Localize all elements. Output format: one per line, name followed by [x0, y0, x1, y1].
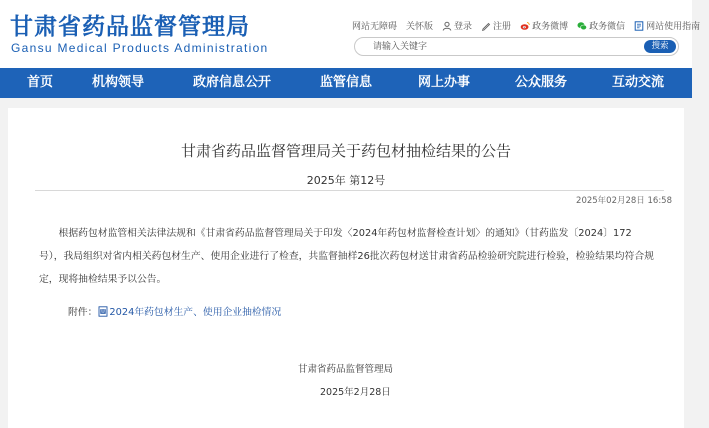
toplink-label: 网站使用指南 [646, 22, 701, 32]
svg-text:W: W [101, 308, 106, 314]
article-body: 根据药包材监管相关法律法规和《甘肃省药品监督管理局关于印发〈2024年药包材监督检查计划〉的通知》（甘药监发〔2024〕172号），我局组织对省内相关药包材生产、使用企业进行了检查，共监督抽样26批次药包材送甘肃省药品检验研究院进行检验，检验结果均符合规定，现将抽检结果予以公告。 [39, 228, 654, 285]
user-icon [442, 21, 452, 31]
file-icon [98, 306, 108, 317]
guide-icon [634, 21, 644, 31]
nav-supervision-info[interactable]: 监管信息 [320, 75, 373, 90]
attachment-row [68, 304, 281, 318]
signer: 甘肃省药品监督管理局 [298, 364, 394, 375]
register-link[interactable] [481, 19, 511, 32]
site-header [0, 0, 701, 68]
nav-interaction[interactable]: 互动交流 [612, 75, 665, 90]
toplink-label: 登录 [454, 22, 473, 32]
document-number: 2025年 第12号 [306, 174, 386, 187]
sign-date: 2025年2月28日 [320, 387, 391, 398]
weibo-link[interactable] [520, 19, 568, 32]
nav-public-services[interactable]: 公众服务 [515, 75, 568, 90]
site-logo-subtitle: Gansu Medical Products Administration [11, 41, 269, 55]
main-nav [0, 68, 692, 98]
weibo-icon [520, 21, 530, 31]
toplink-label: 政务微信 [589, 22, 626, 32]
nav-home[interactable]: 首页 [27, 75, 54, 90]
article-panel [8, 108, 684, 428]
search-button[interactable]: 搜索 [644, 40, 676, 53]
pen-icon [481, 21, 491, 31]
title-divider [35, 190, 664, 191]
attachment-link[interactable]: 2024年药包材生产、使用企业抽检情况 [109, 307, 282, 318]
site-guide-link[interactable] [634, 19, 700, 32]
nav-leadership[interactable]: 机构领导 [92, 75, 145, 90]
care-version-link[interactable] [406, 19, 433, 32]
search-box [354, 37, 679, 56]
site-logo-title[interactable]: 甘肃省药品监督管理局 [10, 14, 250, 40]
attachment-label: 附件： [68, 307, 98, 318]
toplink-label: 政务微博 [532, 22, 569, 32]
nav-gov-info[interactable]: 政府信息公开 [193, 75, 272, 90]
wechat-link[interactable] [577, 19, 625, 32]
toplink-label: 网站无障碍 [352, 22, 398, 32]
accessibility-link[interactable] [352, 19, 397, 32]
wechat-icon [577, 21, 587, 31]
nav-online-services[interactable]: 网上办事 [418, 75, 471, 90]
article-title: 甘肃省药品监督管理局关于药包材抽检结果的公告 [180, 142, 511, 160]
login-link[interactable] [442, 19, 472, 32]
toplink-label: 关怀版 [406, 22, 434, 32]
top-links [352, 19, 709, 32]
toplink-label: 注册 [493, 22, 512, 32]
search-input[interactable] [373, 40, 613, 54]
publish-date: 2025年02月28日 16:58 [576, 196, 672, 206]
